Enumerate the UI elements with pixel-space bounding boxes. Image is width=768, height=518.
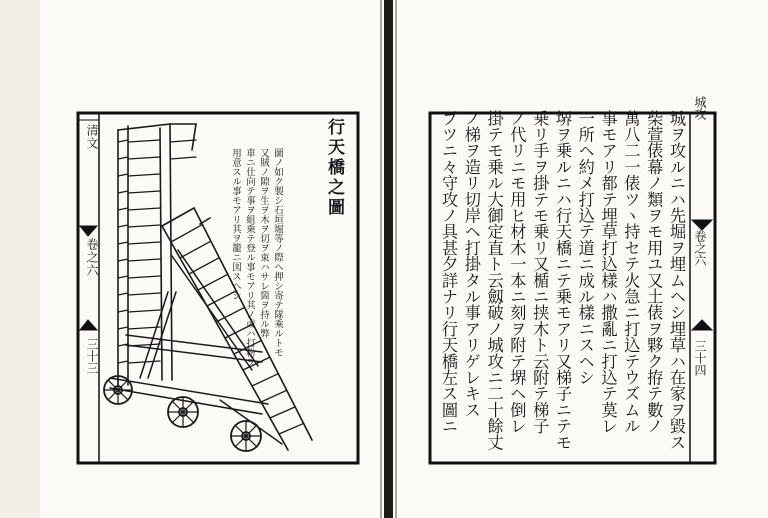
left-margin-volume: 卷之六 bbox=[85, 238, 99, 277]
text-column: ノ梯ヲ造リ切岸ヘ打掛タル事アリゲレキス bbox=[461, 110, 481, 418]
text-column: 城ヲ攻ルニハ先堀ヲ埋ムヘシ埋草ハ在家ヲ毀ス bbox=[666, 110, 686, 451]
text-column: ノ代リニモ用ヒ材木一本ニ刻ヲ附テ堺ヘ倒レ bbox=[507, 110, 527, 434]
binding-gutter bbox=[384, 0, 393, 518]
text-column: 乗リ手ヲ掛テモ乗リ又楯ニ挟木ト云附テ梯子 bbox=[530, 110, 550, 434]
right-margin-title: 城攻 bbox=[693, 96, 707, 120]
caption-line: 用意スル事モアリ其ヲ籠ニ図スヘシ bbox=[230, 148, 241, 300]
text-column: 堺ヲ乗ルニハ行天橋ニテ乗モアリ又梯子ニテモ bbox=[552, 110, 572, 451]
caption-line: 圖ノ如ク製シ石垣堀等ノ際ヘ押シ寄テ隊乘ルトモ bbox=[272, 148, 283, 357]
text-column: ブツニ々守攻ノ具甚夕詳ナリ行天橋左ス圖ニ bbox=[439, 110, 458, 434]
caption-line: 車ニ仕向テ事ヲ組乗テ登ル事モアリ其ノ或ハ打粉ヲ bbox=[244, 148, 255, 367]
right-page-body-text bbox=[437, 110, 687, 462]
text-column: 事モアリ都テ埋草打込樣ハ撒亂ニ打込テ莫レ bbox=[598, 110, 618, 434]
right-margin-page-number: 三十四 bbox=[693, 340, 707, 376]
illustration-caption bbox=[228, 148, 284, 367]
left-margin-page-number: 三十三 bbox=[85, 338, 99, 374]
text-column: 柴萱俵幕ノ類ヲモ用ユ又土俵ヲ夥ク拵テ數ノ bbox=[644, 110, 664, 434]
caption-line: 又賊ノ隙ヲ生ヲ木ヲ切ヲ束ハサレ箇ヲ持ル弊 bbox=[258, 148, 269, 338]
text-column: 一所ヘ約メ打込テ道ニ成ル樣ニスヘシ bbox=[575, 110, 595, 386]
text-column: 萬八二一俵ツヽ持セテ火急ニ打込テウズムル bbox=[621, 110, 641, 434]
text-column: 掛テモ乗ル大御定直ト云劔破ノ城攻ニ二十餘丈 bbox=[484, 110, 504, 451]
illustration-title: 行天橋之圖 bbox=[324, 118, 344, 218]
left-margin-title: 清文 bbox=[85, 124, 99, 150]
right-margin-volume: 卷之六 bbox=[693, 230, 707, 266]
